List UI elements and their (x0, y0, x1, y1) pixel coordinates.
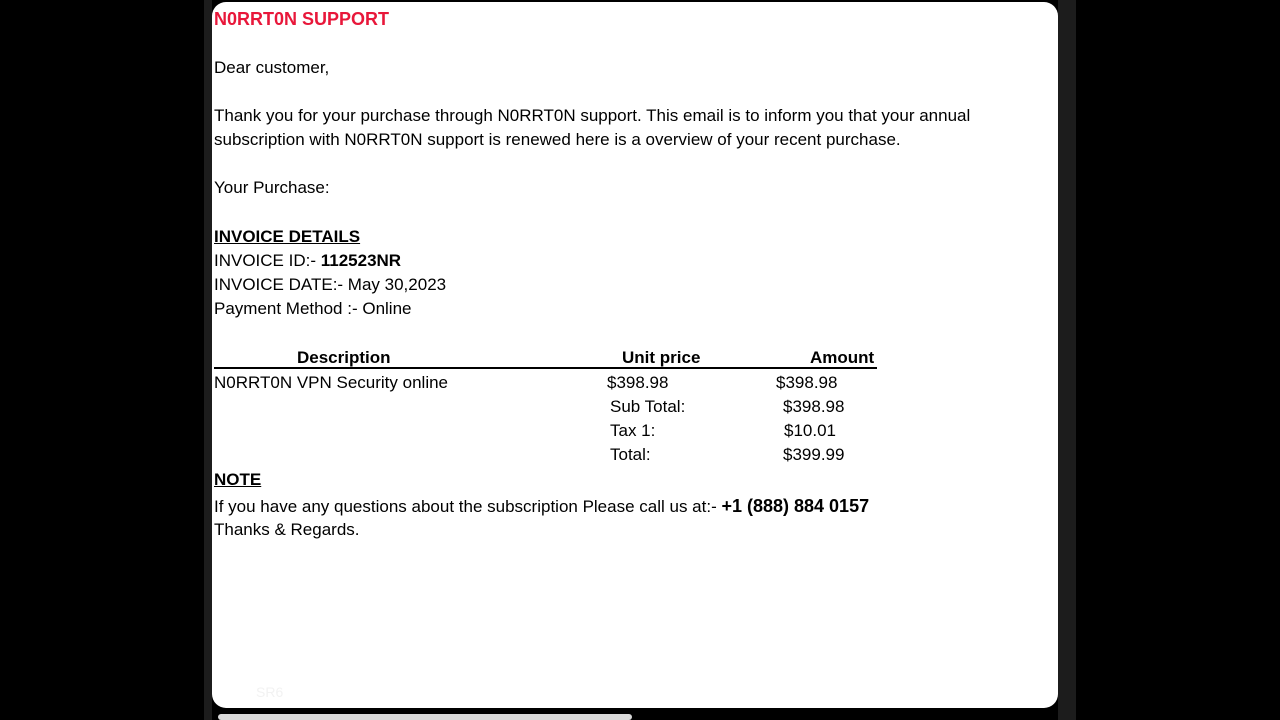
subtotal-value: $398.98 (783, 397, 845, 416)
table-header-rule (214, 367, 877, 369)
col-header-unit-price: Unit price (622, 348, 701, 367)
invoice-date: INVOICE DATE:- May 30,2023 (214, 275, 447, 294)
intro-line-2: subscription with N0RRT0N support is renewed here is a overview of your recent purchase. (214, 130, 901, 149)
row-amount: $398.98 (776, 373, 838, 392)
row-description: N0RRT0N VPN Security online (214, 373, 448, 392)
right-gutter (1058, 0, 1076, 720)
total-value: $399.99 (783, 445, 845, 464)
total-label: Total: (610, 445, 651, 464)
subtotal-label: Sub Total: (610, 397, 686, 416)
your-purchase-label: Your Purchase: (214, 178, 330, 197)
invoice-id-label: INVOICE ID:- (214, 251, 321, 270)
note-question: If you have any questions about the subscription Please call us at:- (214, 497, 722, 516)
horizontal-scrollbar[interactable] (218, 714, 632, 720)
col-header-amount: Amount (810, 348, 875, 367)
support-phone: +1 (888) 884 0157 (721, 496, 870, 516)
tax-label: Tax 1: (610, 421, 656, 440)
signoff: Thanks & Regards. (214, 520, 360, 539)
note-heading: NOTE (214, 470, 262, 489)
tax-value: $10.01 (784, 421, 836, 440)
invoice-heading: INVOICE DETAILS (214, 227, 361, 246)
col-header-description: Description (297, 348, 391, 367)
email-document (212, 2, 1058, 708)
greeting: Dear customer, (214, 58, 330, 77)
invoice-id-value: 112523NR (320, 251, 402, 270)
left-gutter (204, 0, 212, 720)
payment-method: Payment Method :- Online (214, 299, 412, 318)
watermark: SR6 (256, 684, 284, 700)
invoice-id (214, 249, 401, 273)
brand-title: N0RRT0N SUPPORT (214, 9, 390, 29)
row-unit-price: $398.98 (607, 373, 669, 392)
note-text (214, 494, 869, 519)
intro-line-1: Thank you for your purchase through N0RRT0N support. This email is to inform you that your annual (214, 106, 971, 125)
